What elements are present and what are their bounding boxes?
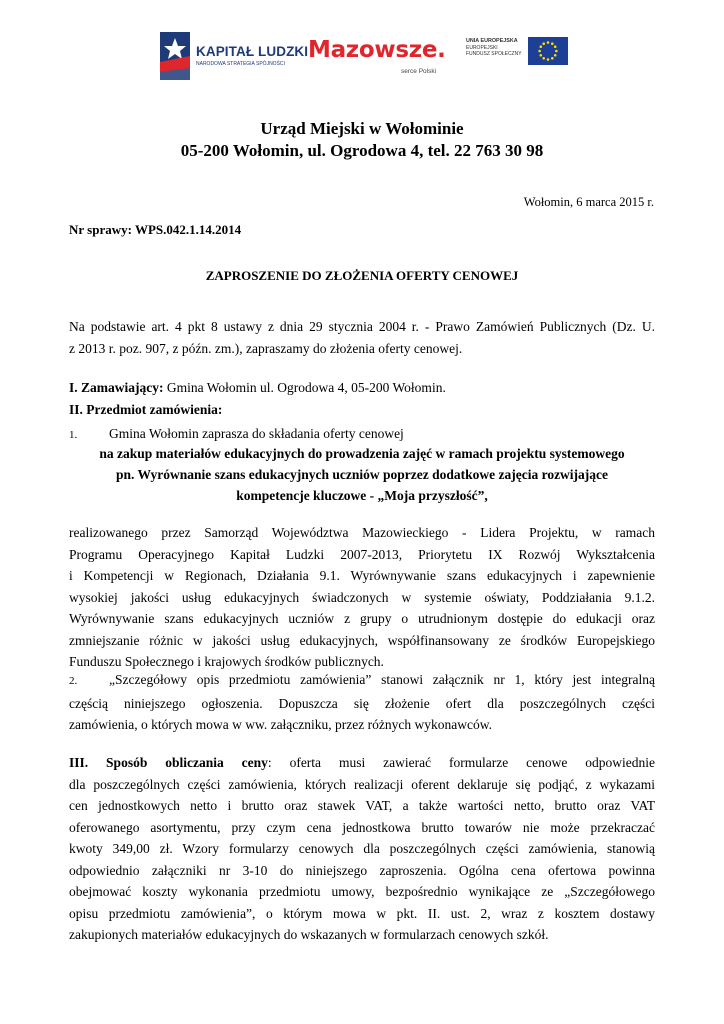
office-name: Urząd Miejski w Wołominie <box>260 119 464 138</box>
item-1-subject <box>69 443 655 506</box>
eu-flag-icon <box>528 37 568 65</box>
eu-logo-line1: UNIA EUROPEJSKA <box>466 38 518 44</box>
section-3-first-line <box>69 752 655 774</box>
item-2-number: 2. <box>69 675 78 687</box>
section-3-line: obejmować koszty wykonania przedmiotu umowy, bezpośrednio wynikające ze „Szczegółowego <box>69 884 655 899</box>
mazowsze-tagline: serce Polski <box>401 68 437 75</box>
kapital-ludzki-emblem-icon <box>160 32 190 80</box>
item-1-subject-line: kompetencje kluczowe - „Moja przyszłość”, <box>236 488 488 503</box>
paragraph-line: Programu Operacyjnego Kapitał Ludzki 2007-2013, Priorytetu IX Rozwój Wykształcenia <box>69 546 655 562</box>
paragraph-line: i Kompetencji w Regionach, Działania 9.1. Wyrównywanie szans edukacyjnych i zapewnienie <box>69 568 655 583</box>
kapital-ludzki-subtitle: NARODOWA STRATEGIA SPÓJNOŚCI <box>196 61 285 67</box>
item-1-subject-line: pn. Wyrównanie szans edukacyjnych uczniów poprzez dodatkowe zajęcia rozwijające <box>115 467 609 482</box>
paragraph-line: Funduszu Społecznego i krajowych środków publicznych. <box>69 654 384 669</box>
section-3-line: opisu przedmiotu zamówienia”, o którym mowa w pkt. II. ust. 2, wraz z kosztem dostawy <box>69 905 655 921</box>
eu-logo-line2: EUROPEJSKI <box>466 44 498 51</box>
item-1-number: 1. <box>69 429 78 441</box>
section-3-first-text: : oferta musi zawierać formularze cenowe odpowiednie <box>267 755 655 770</box>
mazowsze-wordmark: Mazowsze. <box>308 37 446 63</box>
office-address: 05-200 Wołomin, ul. Ogrodowa 4, tel. 22 763 30 98 <box>180 141 544 160</box>
item-2-line: częścią niniejszego ogłoszenia. Dopuszcza się złożenie ofert dla poszczególnych części <box>69 695 655 711</box>
document-date: Wołomin, 6 marca 2015 r. <box>523 195 654 209</box>
mazowsze-logo <box>308 34 458 82</box>
item-1-subject-line: na zakup materiałów edukacyjnych do prowadzenia zajęć w ramach projektu systemowego <box>99 446 625 461</box>
section-3-line: oferowanego asortymentu, przy czym cena jednostkowa brutto towarów nie może przekraczać <box>69 819 655 835</box>
section-3-line: odpowiednio załączniki nr 3-10 do niniejszego zaproszenia. Ogólna cena ofertowa powinna <box>69 862 655 878</box>
intro-paragraph <box>69 316 655 359</box>
section-3-line: kwoty 349,00 zł. Wzory formularzy cenowych dla poszczególnych części zamówienia, stanowią <box>69 841 655 856</box>
section-3-label: III. Sposób obliczania ceny <box>69 755 268 770</box>
item-2-line <box>69 669 655 693</box>
section-1-label: I. Zamawiający: <box>69 380 164 395</box>
section-2 <box>69 399 655 421</box>
paragraph-line: wysokiej jakości usług edukacyjnych świadczonych w systemie oświaty, Poddziałania 9.1.2. <box>69 589 655 605</box>
section-3-line: cen jednostkowych netto i brutto oraz stawek VAT, a także wartości netto, brutto oraz VAT <box>69 798 655 813</box>
section-3 <box>69 752 655 946</box>
eu-logo <box>466 36 570 72</box>
item-2 <box>69 669 655 736</box>
intro-line: Na podstawie art. 4 pkt 8 ustawy z dnia 29 stycznia 2004 r. - Prawo Zamówień Publicznych (Dz. U. <box>69 319 655 334</box>
section-3-line: zakupionych materiałów edukacyjnych do wskazanych w formularzach cenowych szkół. <box>69 927 549 942</box>
case-number: Nr sprawy: WPS.042.1.14.2014 <box>69 222 242 237</box>
item-2-line: zamówienia, o których mowa w ww. załączniku, przez różnych wykonawców. <box>69 717 492 732</box>
paragraph-line: Wyrównywanie szans edukacyjnych uczniów z grupy o utrudnionym dostępie do edukacji oraz <box>69 611 655 626</box>
item-2-first-text: „Szczegółowy opis przedmiotu zamówienia” stanowi załącznik nr 1, który jest integralną <box>109 672 655 687</box>
item-1-text: Gmina Wołomin zaprasza do składania oferty cenowej <box>109 426 404 441</box>
section-1 <box>69 377 655 399</box>
kapital-ludzki-logo <box>160 32 309 80</box>
document-title: ZAPROSZENIE DO ZŁOŻENIA OFERTY CENOWEJ <box>205 268 519 283</box>
eu-logo-line3: FUNDUSZ SPOŁECZNY <box>466 51 522 58</box>
logo-strip <box>0 28 724 88</box>
intro-line: z 2013 r. poz. 907, z późn. zm.), zapraszamy do złożenia oferty cenowej. <box>69 340 463 356</box>
paragraph-line: zmniejszanie różnic w jakości usług edukacyjnych, współfinansowany ze środków Europejskiego <box>69 632 655 648</box>
eu-logo-text <box>466 38 524 58</box>
section-1-text: Gmina Wołomin ul. Ogrodowa 4, 05-200 Wołomin. <box>163 380 446 395</box>
section-2-label: II. Przedmiot zamówienia: <box>69 402 223 417</box>
project-description <box>69 522 655 673</box>
section-3-line: dla poszczególnych części zamówienia, których realizacji oferent deklaruje się podjąć, z wykazami <box>69 776 655 792</box>
paragraph-line: realizowanego przez Samorząd Województwa Mazowieckiego - Lidera Projektu, w ramach <box>69 525 655 540</box>
kapital-ludzki-title: KAPITAŁ LUDZKI <box>196 44 309 59</box>
